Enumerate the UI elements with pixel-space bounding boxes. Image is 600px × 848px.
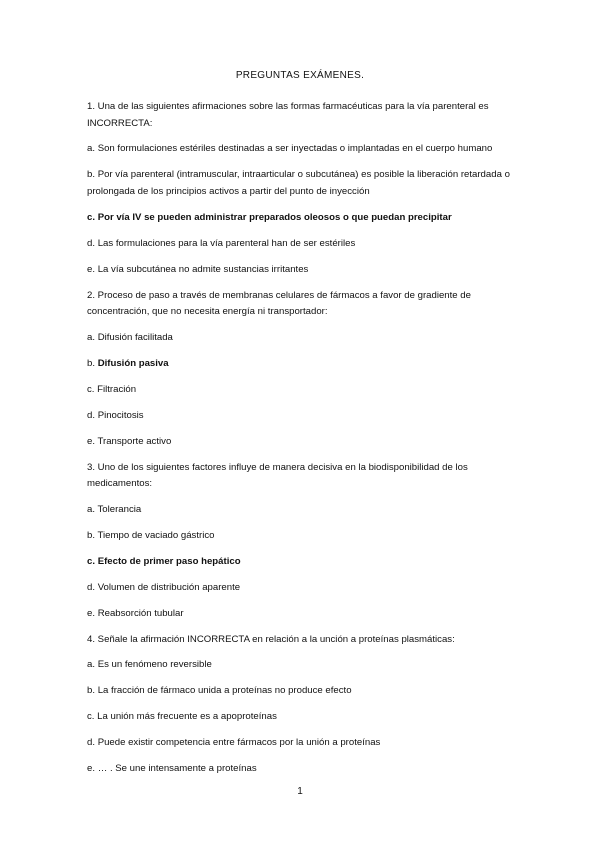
option-letter: e. [87, 435, 96, 447]
option-letter: b. [87, 685, 96, 696]
q3-option-e [87, 606, 519, 623]
q4-option-e [87, 761, 519, 778]
option-letter: e. [87, 607, 96, 619]
option-letter: c. [87, 211, 96, 223]
option-text: Las formulaciones para la vía parenteral han de ser estériles [97, 237, 356, 249]
option-letter: e. [87, 263, 96, 275]
question-2-text: 2. Proceso de paso a través de membranas celulares de fármacos a favor de gradiente de concentración, que no necesita energía ni transportador: [87, 289, 471, 317]
question-3-text: 3. Uno de los siguientes factores influye de manera decisiva en la biodisponibilidad de los medicamentos: [87, 461, 468, 489]
option-letter: b. [87, 357, 96, 369]
option-letter: d. [87, 237, 96, 249]
option-letter: c. [87, 711, 95, 722]
q1-option-d [87, 236, 519, 253]
option-text: Reabsorción tubular [97, 607, 184, 619]
q2-option-c [87, 382, 519, 399]
q1-option-a [87, 141, 519, 158]
option-letter: c. [87, 383, 95, 395]
option-text: Efecto de primer paso hepático [97, 555, 241, 567]
q1-option-e [87, 262, 519, 279]
option-text: Puede existir competencia entre fármacos por la unión a proteínas [97, 737, 381, 748]
page-title: PREGUNTAS EXÁMENES. [235, 70, 365, 81]
option-letter: d. [87, 737, 96, 748]
question-1-text: 1. Una de las siguientes afirmaciones sobre las formas farmacéuticas para la vía parenteral es INCORRECTA: [87, 101, 489, 129]
option-text: La vía subcutánea no admite sustancias irritantes [97, 263, 309, 275]
option-text: Tiempo de vaciado gástrico [97, 529, 215, 541]
q3-option-c-correct [87, 554, 519, 571]
q4-option-b [87, 683, 519, 700]
question-4-text: 4. Señale la afirmación INCORRECTA en relación a la unción a proteínas plasmáticas: [87, 633, 455, 645]
option-letter: a. [87, 503, 96, 515]
option-letter: e. [87, 763, 96, 774]
page-number: 1 [297, 786, 303, 797]
option-text: Volumen de distribución aparente [97, 581, 241, 593]
option-text: Son formulaciones estériles destinadas a ser inyectadas o implantadas en el cuerpo humano [97, 143, 493, 154]
q3-option-b [87, 528, 519, 545]
option-letter: c. [87, 555, 96, 567]
option-text: Difusión pasiva [97, 357, 169, 369]
option-text: Filtración [97, 383, 137, 395]
q3-option-a [87, 502, 519, 519]
option-text: Pinocitosis [97, 409, 144, 421]
option-text: Tolerancia [97, 503, 142, 515]
q2-option-e [87, 434, 519, 451]
option-text: Por vía IV se pueden administrar preparados oleosos o que puedan precipitar [97, 211, 452, 223]
option-text: La unión más frecuente es a apoproteínas [97, 711, 277, 722]
q4-option-c [87, 709, 519, 726]
option-letter: d. [87, 409, 96, 421]
option-text: La fracción de fármaco unida a proteínas no produce efecto [97, 685, 352, 696]
option-text: Transporte activo [97, 435, 172, 447]
q2-option-d [87, 408, 519, 425]
option-text: … . Se une intensamente a proteínas [97, 763, 257, 774]
q4-option-a [87, 657, 519, 674]
option-letter: b. [87, 169, 96, 180]
option-letter: d. [87, 581, 96, 593]
question-list [87, 99, 519, 787]
q2-option-b-correct [87, 356, 519, 373]
q3-option-d [87, 580, 519, 597]
option-text: Difusión facilitada [97, 331, 173, 343]
option-text: Es un fenómeno reversible [97, 659, 212, 670]
option-letter: b. [87, 529, 96, 541]
option-letter: a. [87, 143, 96, 154]
q2-option-a [87, 330, 519, 347]
option-letter: a. [87, 331, 96, 343]
q1-option-b [87, 167, 519, 200]
option-letter: a. [87, 659, 96, 670]
q1-option-c-correct [87, 210, 519, 227]
q4-option-d [87, 735, 519, 752]
option-text: Por vía parenteral (intramuscular, intraarticular o subcutánea) es posible la liberación retardada o prolongada de los principios activos a partir del punto de inyección [87, 169, 510, 197]
